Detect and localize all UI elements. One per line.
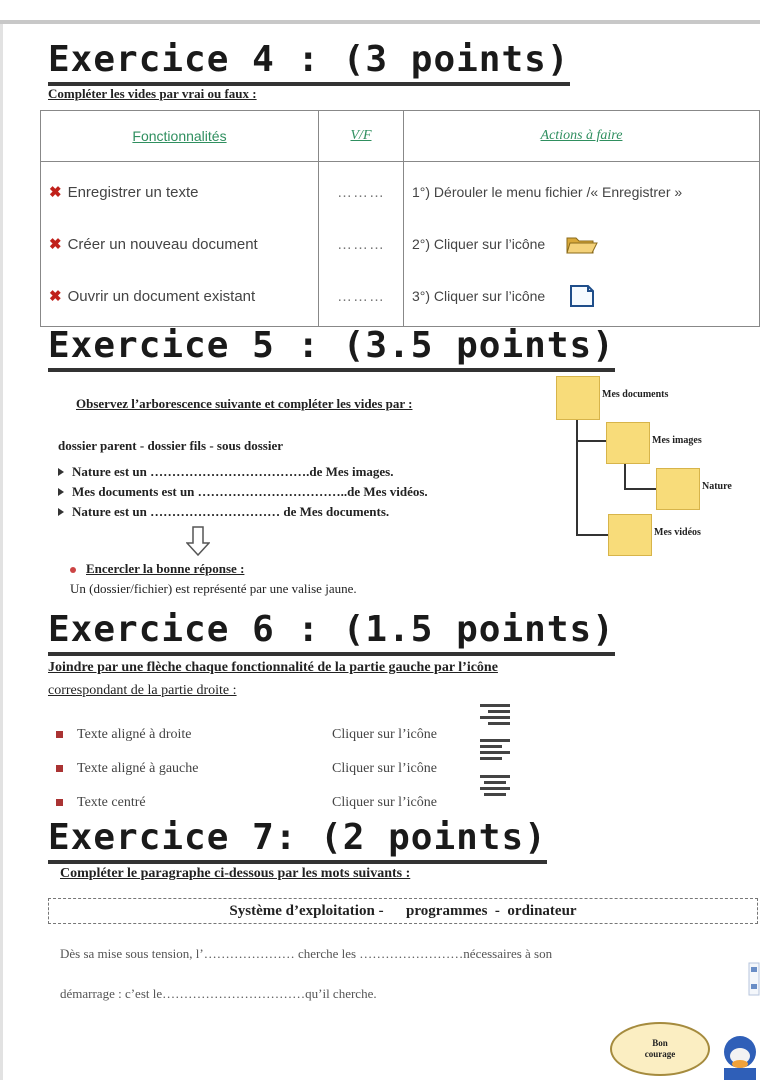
exercise-4-subtitle: Compléter les vides par vrai ou faux : <box>48 86 257 101</box>
function-row: ✖ Créer un nouveau document <box>49 235 258 253</box>
exercise-5-bullets <box>58 462 428 522</box>
icon-label: Cliquer sur l’icône <box>332 761 437 776</box>
circle-sentence[interactable]: Un (dossier/fichier) est représenté par une valise jaune. <box>70 581 357 596</box>
bullet-icon <box>56 765 63 772</box>
tree-label: Nature <box>702 481 732 492</box>
align-right-icon[interactable] <box>480 703 510 729</box>
tree-label: Mes vidéos <box>654 527 701 538</box>
fill-sentence[interactable]: Nature est un ……………………………….de Mes images. <box>72 464 394 479</box>
word-bank: Système d’exploitation - programmes - ordinateur <box>48 898 758 924</box>
new-document-icon <box>567 284 597 308</box>
exercise-6-instruction: Joindre par une flèche chaque fonctionnalité de la partie gauche par l’icône <box>48 660 498 675</box>
tree-label: Mes documents <box>602 389 669 400</box>
align-center-icon[interactable] <box>480 774 510 800</box>
function-row: ✖ Ouvrir un document existant <box>49 287 256 305</box>
exercise-4-title: Exercice 4 : (3 points) <box>48 40 570 86</box>
bon-courage-sticker: Bon courage <box>610 1022 710 1076</box>
answer-blank[interactable]: ……… <box>337 235 385 253</box>
paragraph-line-1[interactable]: Dès sa mise sous tension, l’………………… cherche les ……………………nécessaires à son <box>60 946 553 961</box>
action-text: 2°) Cliquer sur l’icône <box>412 236 546 252</box>
cross-icon: ✖ <box>49 184 62 201</box>
folder-icon <box>656 468 700 510</box>
folder-icon <box>556 376 600 420</box>
left-border <box>0 24 3 1080</box>
action-text: 1°) Dérouler le menu fichier /« Enregistrer » <box>412 184 683 200</box>
bullet-icon <box>56 731 63 738</box>
circle-instruction: Encercler la bonne réponse : <box>70 561 244 577</box>
open-folder-icon <box>565 232 599 256</box>
cross-icon: ✖ <box>49 236 62 253</box>
bullet-icon <box>58 508 64 516</box>
top-border <box>0 20 760 24</box>
bullet-icon <box>56 799 63 806</box>
exercise-6-right-list <box>332 718 437 820</box>
header-functions: Fonctionnalités <box>41 111 319 162</box>
cross-icon: ✖ <box>49 288 62 305</box>
folder-icon <box>606 422 650 464</box>
answer-blank[interactable]: ……… <box>337 183 385 201</box>
bullet-icon <box>58 468 64 476</box>
paragraph-line-2[interactable]: démarrage : c’est le……………………………qu’il cherche. <box>60 986 377 1001</box>
header-vf: V/F <box>319 111 404 162</box>
folder-icon <box>608 514 652 556</box>
exercise-5-choices: dossier parent - dossier fils - sous dossier <box>58 438 283 453</box>
icon-label: Cliquer sur l’icône <box>332 795 437 810</box>
exercise-7-title: Exercice 7: (2 points) <box>48 818 547 864</box>
bullet-icon <box>70 567 76 573</box>
functions-table <box>40 110 760 327</box>
exercise-5-instruction: Observez l’arborescence suivante et compléter les vides par : <box>76 396 413 411</box>
fill-sentence[interactable]: Mes documents est un ……………………………..de Mes vidéos. <box>72 484 428 499</box>
down-arrow-icon <box>186 526 210 556</box>
exercise-5-title: Exercice 5 : (3.5 points) <box>48 326 615 372</box>
exercise-6-left-list <box>56 718 198 820</box>
exercise-7-instruction: Compléter le paragraphe ci-dessous par les mots suivants : <box>60 866 411 881</box>
exercise-6-title: Exercice 6 : (1.5 points) <box>48 610 615 656</box>
action-text: 3°) Cliquer sur l’icône <box>412 288 546 304</box>
bullet-icon <box>58 488 64 496</box>
function-label[interactable]: Texte aligné à droite <box>77 727 192 742</box>
function-label[interactable]: Texte aligné à gauche <box>77 761 199 776</box>
tree-label: Mes images <box>652 435 702 446</box>
icon-label: Cliquer sur l’icône <box>332 727 437 742</box>
header-actions: Actions à faire <box>404 111 760 162</box>
align-left-icon[interactable] <box>480 738 510 764</box>
answer-blank[interactable]: ……… <box>337 287 385 305</box>
fill-sentence[interactable]: Nature est un ………………………… de Mes documents. <box>72 504 390 519</box>
exercise-6-instruction-2: correspondant de la partie droite : <box>48 683 237 698</box>
function-row: ✖ Enregistrer un texte <box>49 183 199 201</box>
side-widget-icon <box>748 962 760 996</box>
cartoon-character-icon <box>716 1030 760 1080</box>
function-label[interactable]: Texte centré <box>77 795 146 810</box>
